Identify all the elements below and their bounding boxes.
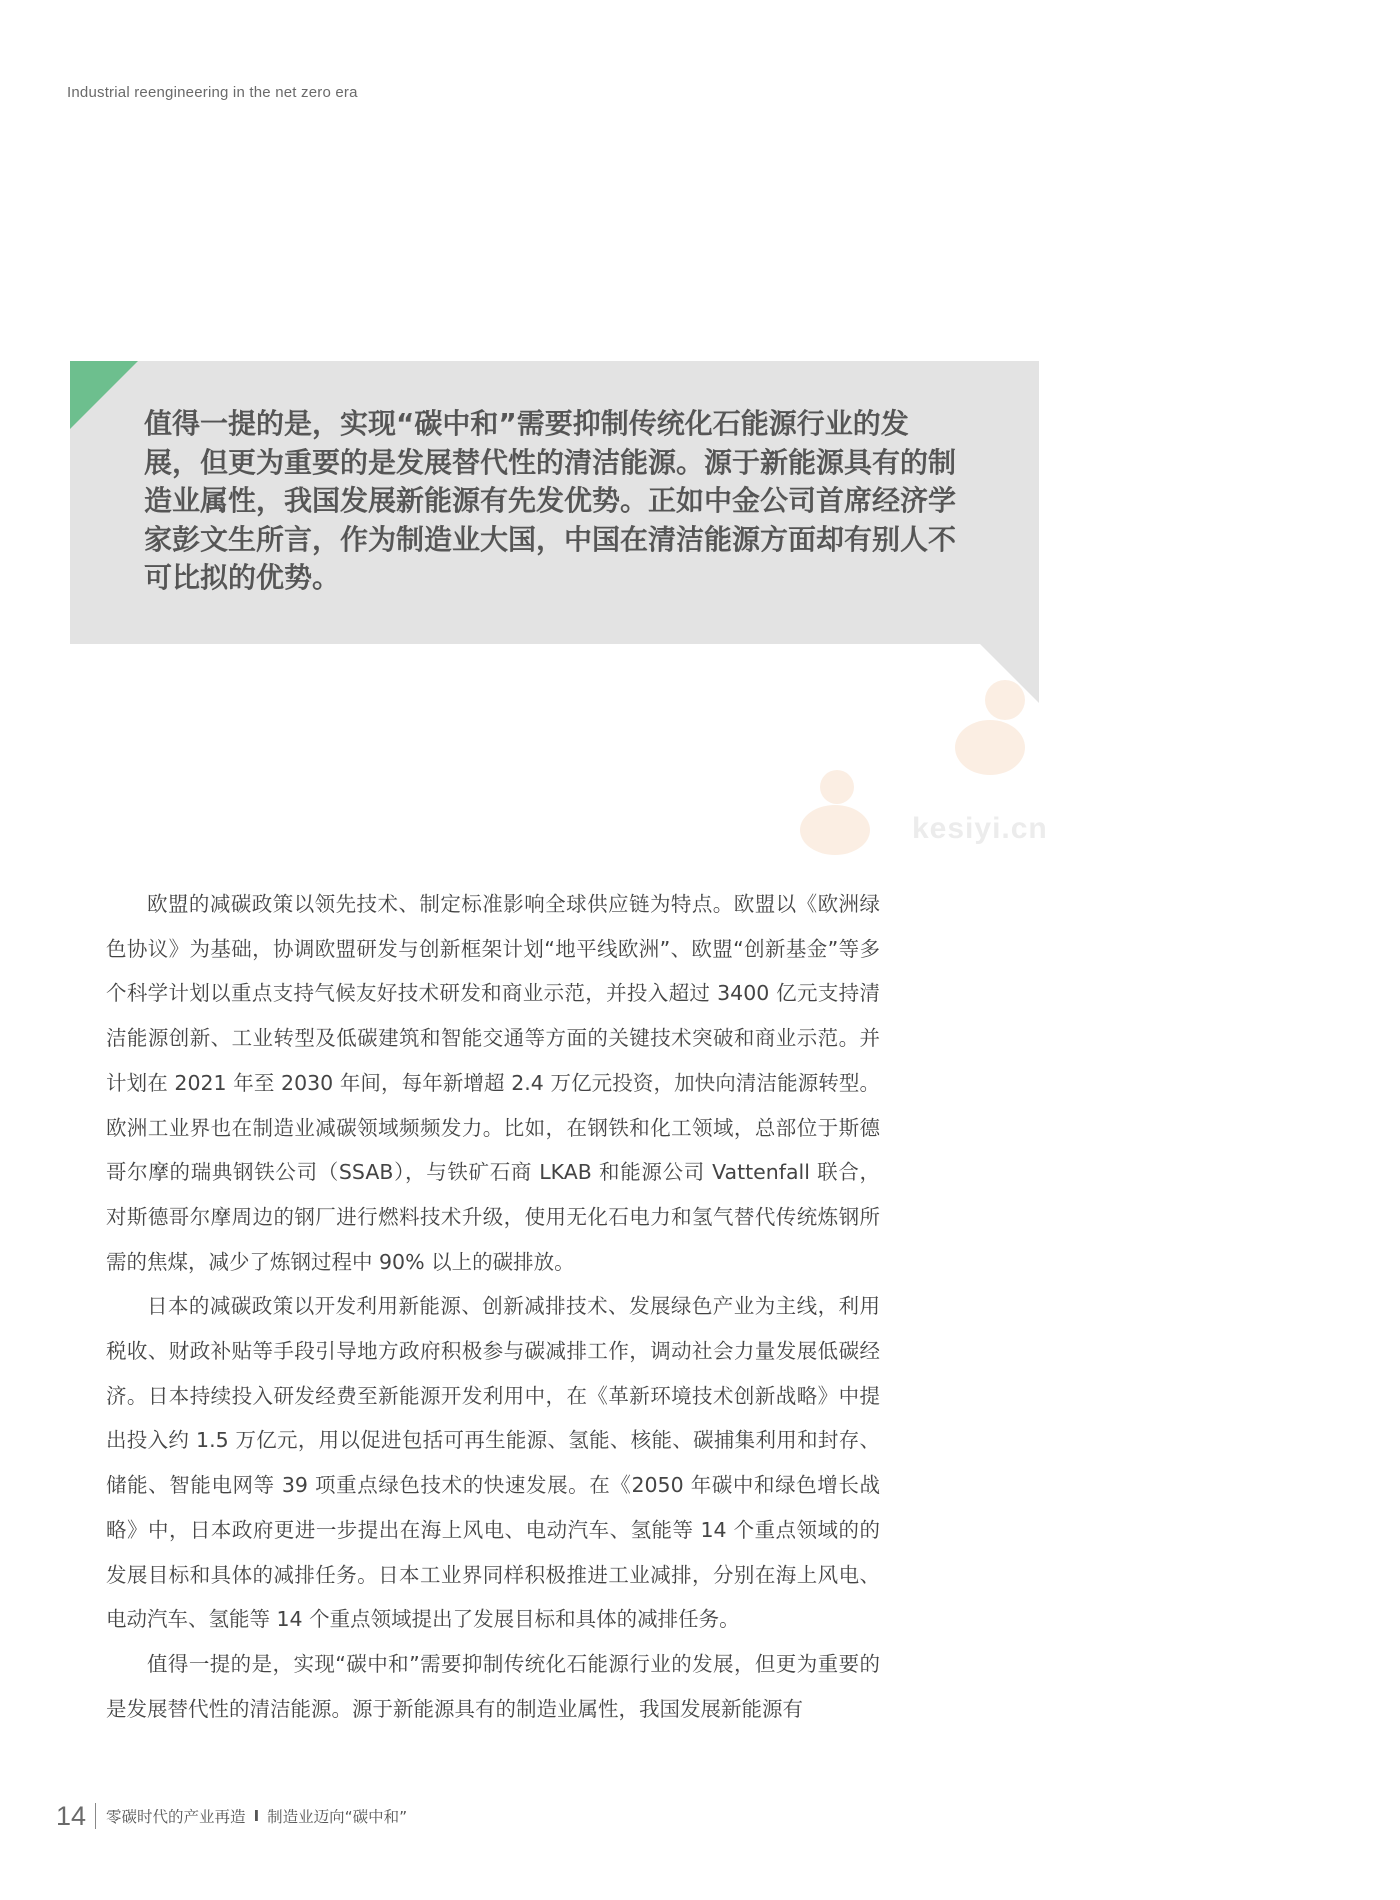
watermark-figure bbox=[985, 680, 1025, 720]
watermark-figure bbox=[955, 720, 1025, 775]
footer-right-title: 制造业迈向“碳中和” bbox=[267, 1808, 408, 1826]
watermark-figure bbox=[820, 770, 854, 804]
page-footer bbox=[56, 1802, 407, 1830]
footer-left-title: 零碳时代的产业再造 bbox=[106, 1808, 246, 1826]
page-number: 14 bbox=[56, 1800, 87, 1831]
body-paragraph: 欧盟的减碳政策以领先技术、制定标准影响全球供应链为特点。欧盟以《欧洲绿色协议》为基础，协调欧盟研发与创新框架计划“地平线欧洲”、欧盟“创新基金”等多个科学计划以重点支持气候友好技术研发和商业示范，并投入超过 3400 亿元支持清洁能源创新、工业转型及低碳建筑和智能交通等方面的关键技术突破和商业示范。并计划在 2021 年至 2030 年间，每年新增超 2.4 万亿元投资，加快向清洁能源转型。欧洲工业界也在制造业减碳领域频频发力。比如，在钢铁和化工领域，总部位于斯德哥尔摩的瑞典钢铁公司（SSAB），与铁矿石商 LKAB 和能源公司 Vattenfall 联合，对斯德哥尔摩周边的钢厂进行燃料技术升级，使用无化石电力和氢气替代传统炼钢所需的焦煤，减少了炼钢过程中 90% 以上的碳排放。 bbox=[106, 892, 880, 1274]
watermark-figure bbox=[800, 805, 870, 855]
running-header: Industrial reengineering in the net zero era bbox=[67, 84, 358, 101]
footer-divider bbox=[95, 1803, 96, 1829]
watermark-logo: kesiyi.cn bbox=[912, 812, 1048, 845]
body-text bbox=[106, 882, 880, 1731]
body-paragraph: 值得一提的是，实现“碳中和”需要抑制传统化石能源行业的发展，但更为重要的是发展替代性的清洁能源。源于新能源具有的制造业属性，我国发展新能源有 bbox=[106, 1651, 880, 1721]
pullquote-corner-accent bbox=[70, 361, 138, 429]
pullquote-text: 值得一提的是，实现“碳中和”需要抑制传统化石能源行业的发展，但更为重要的是发展替代性的清洁能源。源于新能源具有的制造业属性，我国发展新能源有先发优势。正如中金公司首席经济学家彭文生所言，作为制造业大国，中国在清洁能源方面却有别人不可比拟的优势。 bbox=[144, 407, 957, 594]
body-paragraph: 日本的减碳政策以开发利用新能源、创新减排技术、发展绿色产业为主线，利用税收、财政补贴等手段引导地方政府积极参与碳减排工作，调动社会力量发展低碳经济。日本持续投入研发经费至新能源开发利用中，在《革新环境技术创新战略》中提出投入约 1.5 万亿元，用以促进包括可再生能源、氢能、核能、碳捕集利用和封存、储能、智能电网等 39 项重点绿色技术的快速发展。在《2050 年碳中和绿色增长战略》中，日本政府更进一步提出在海上风电、电动汽车、氢能等 14 个重点领域的的发展目标和具体的减排任务。日本工业界同样积极推进工业减排，分别在海上风电、电动汽车、氢能等 14 个重点领域提出了发展目标和具体的减排任务。 bbox=[106, 1294, 880, 1632]
footer-separator: I bbox=[253, 1807, 260, 1825]
